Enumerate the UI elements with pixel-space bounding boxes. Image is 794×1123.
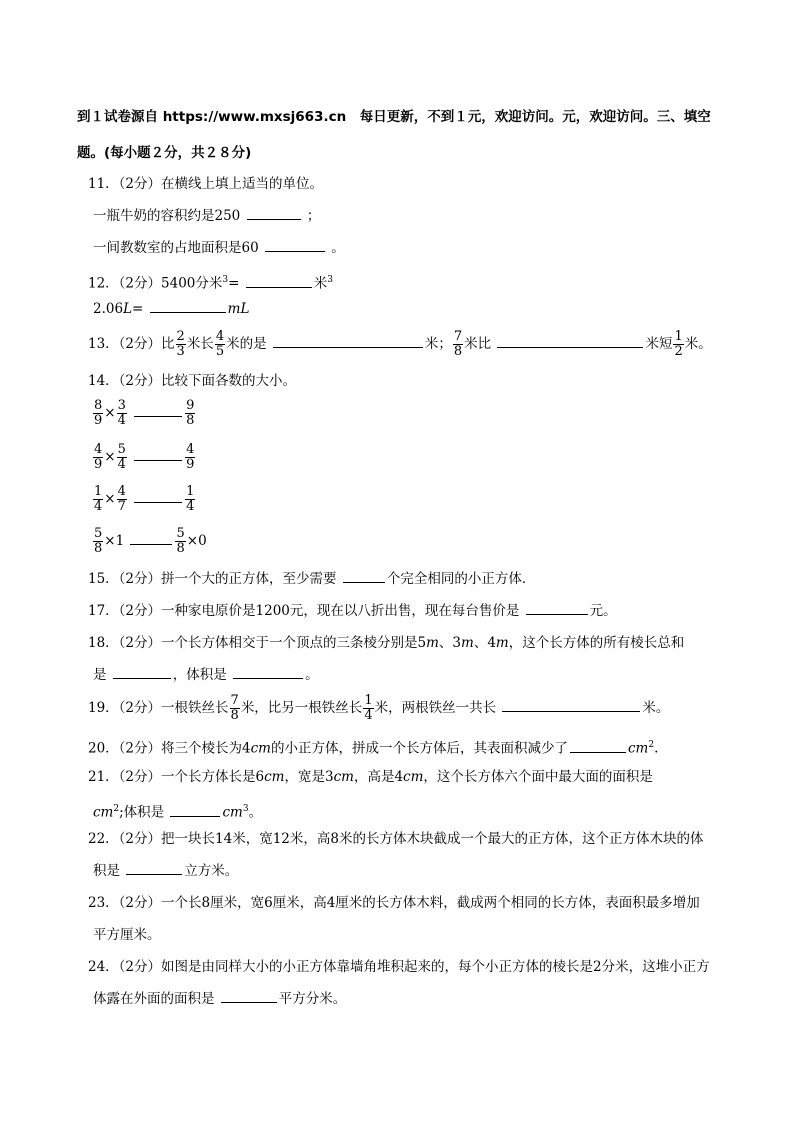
q13-t4: 米比 <box>464 336 492 352</box>
fraction <box>185 399 195 428</box>
q21-exp2: 2 <box>113 804 120 814</box>
answer-blank[interactable] <box>221 988 277 1003</box>
header-line-1: 到１试卷源自 https://www.mxsj663.cn 每日更新，不到１元，欢迎访问。元，欢迎访问。三、填空 <box>77 109 711 125</box>
fraction <box>93 485 103 514</box>
unit-m: m <box>461 635 474 651</box>
denominator: 4 <box>186 499 195 514</box>
unit-cm: cm <box>222 804 243 821</box>
question-21-a <box>88 766 653 788</box>
question-11-a <box>93 205 320 227</box>
answer-blank[interactable] <box>570 738 626 753</box>
times-zero: ×0 <box>186 533 207 549</box>
numerator: 5 <box>117 442 126 457</box>
answer-blank[interactable] <box>126 860 182 875</box>
answer-blank[interactable] <box>113 664 171 679</box>
fraction <box>93 399 103 428</box>
numerator: 7 <box>230 693 239 708</box>
q18-sep1: 、3 <box>438 635 462 651</box>
q19-t2: 米，两根铁丝一共长 <box>374 700 497 716</box>
fraction <box>230 694 240 723</box>
q21-end: 。 <box>248 804 263 821</box>
q19-t1: 米，比另一根铁丝长 <box>240 700 363 716</box>
q13-t2: 米的是 <box>226 336 267 352</box>
answer-blank[interactable] <box>343 568 385 583</box>
q20-text-b: 的小正方体，拼成一个长方体后，其表面积减少了 <box>270 740 568 757</box>
q12-b-mL: mL <box>227 301 250 317</box>
unit-m: m <box>426 635 439 651</box>
numerator: 1 <box>364 693 373 708</box>
question-20 <box>88 734 658 760</box>
q18-b1: 是 <box>93 667 107 683</box>
numerator: 1 <box>186 484 195 499</box>
q18-b3: 。 <box>305 667 319 683</box>
denominator: 2 <box>674 344 683 359</box>
q20-end: . <box>654 740 659 757</box>
numerator: 7 <box>453 329 463 344</box>
denominator: 8 <box>453 344 463 359</box>
q21-text-d: ，这个长方体六个面中最大面的面积是 <box>423 769 653 785</box>
question-21-b <box>93 798 262 824</box>
q13-t3: 米； <box>424 336 452 352</box>
question-24-a: 24．（2分）如图是由同样大小的小正方体靠墙角堆积起来的，每个小正方体的棱长是2分米，这堆小正方 <box>88 959 710 975</box>
denominator: 4 <box>117 413 126 428</box>
q13-head: 13．（2分）比 <box>88 336 175 352</box>
question-12-b <box>93 298 249 320</box>
question-18-b <box>93 664 319 686</box>
unit-cm: cm <box>333 769 354 785</box>
answer-blank[interactable] <box>233 664 303 679</box>
denominator: 9 <box>94 457 103 472</box>
fraction <box>176 330 186 359</box>
compare-row-3 <box>92 484 196 514</box>
fraction <box>453 330 463 359</box>
denominator: 7 <box>117 499 126 514</box>
q18-sep2: 、4 <box>473 635 496 651</box>
question-12-head <box>88 269 333 295</box>
fraction <box>175 527 185 556</box>
denominator: 4 <box>364 708 373 723</box>
fraction <box>93 443 103 472</box>
numerator: 1 <box>674 329 683 344</box>
q12-eq: = <box>228 275 240 292</box>
q22-b1: 积是 <box>93 863 120 879</box>
header-line-2: 题。(每小题２分，共２８分) <box>77 145 252 161</box>
q12-exp: 3 <box>222 275 229 285</box>
question-22-b <box>93 860 238 882</box>
q11-a-end: ； <box>306 208 321 224</box>
answer-blank[interactable] <box>130 526 172 545</box>
answer-blank[interactable] <box>134 442 182 461</box>
question-17 <box>88 600 617 622</box>
q17-text-end: 元。 <box>589 603 617 619</box>
answer-blank[interactable] <box>526 600 588 615</box>
unit-cm: cm <box>93 804 114 821</box>
numerator: 4 <box>186 442 195 457</box>
q13-t5: 米短 <box>645 336 673 352</box>
q24-b2: 平方分米。 <box>278 991 347 1007</box>
question-11-b <box>93 237 345 259</box>
q13-t6: 米。 <box>684 336 712 352</box>
q18-text-end: ，这个长方体的所有棱长总和 <box>508 635 685 651</box>
numerator: 2 <box>176 329 185 344</box>
q22-b2: 立方米。 <box>184 863 239 879</box>
unit-m: m <box>495 635 509 651</box>
fraction <box>215 330 225 359</box>
answer-blank[interactable] <box>497 333 643 348</box>
q21-text-b: ，宽是3 <box>284 769 334 785</box>
q17-text: 17．（2分）一种家电原价是1200元，现在以八折出售，现在每台售价是 <box>88 603 520 619</box>
q21-exp3: 3 <box>242 804 249 814</box>
question-15 <box>88 568 535 590</box>
denominator: 8 <box>176 541 185 556</box>
numerator: 9 <box>186 398 195 413</box>
fraction <box>185 443 195 472</box>
answer-blank[interactable] <box>265 237 325 252</box>
unit-cm: cm <box>250 740 271 757</box>
numerator: 3 <box>117 398 126 413</box>
numerator: 4 <box>215 329 225 344</box>
answer-blank[interactable] <box>170 802 220 817</box>
fraction <box>117 485 127 514</box>
fraction <box>117 399 127 428</box>
q12-b-eq: = <box>132 301 144 317</box>
q11-b-end: 。 <box>331 240 345 256</box>
unit-cm: cm <box>403 769 424 785</box>
fraction <box>185 485 195 514</box>
denominator: 3 <box>176 344 185 359</box>
fraction <box>363 694 373 723</box>
question-23-a: 23．（2分）一个长8厘米，宽6厘米，高4厘米的长方体木料，截成两个相同的长方体，表面积最多增加 <box>88 895 700 911</box>
q19-t3: 米。 <box>642 700 670 716</box>
denominator: 8 <box>186 413 195 428</box>
numerator: 4 <box>117 484 126 499</box>
numerator: 5 <box>94 526 103 541</box>
denominator: 8 <box>94 541 103 556</box>
denominator: 9 <box>94 413 103 428</box>
q18-b2: ，体积是 <box>172 667 227 683</box>
answer-blank[interactable] <box>502 697 640 712</box>
question-18-a <box>88 632 684 654</box>
times-sign: × <box>104 405 116 421</box>
q12-text: 12．（2分）5400分米 <box>88 275 223 292</box>
q12-b-L: L <box>123 301 133 317</box>
numerator: 1 <box>94 484 103 499</box>
q12-b-value: 2.06 <box>93 301 124 317</box>
denominator: 5 <box>215 344 225 359</box>
q18-text: 18．（2分）一个长方体相交于一个顶点的三条棱分别是5 <box>88 635 427 651</box>
times-sign: × <box>104 491 116 507</box>
fraction <box>93 527 103 556</box>
q24-b1: 体露在外面的面积是 <box>93 991 215 1007</box>
compare-row-4 <box>92 526 207 556</box>
q12-exp2: 3 <box>327 275 333 285</box>
question-24-b <box>93 988 346 1010</box>
q15-text-end: 个完全相同的小正方体． <box>386 571 536 587</box>
question-14-head: 14．（2分）比较下面各数的大小。 <box>88 373 297 389</box>
answer-blank[interactable] <box>247 205 301 220</box>
q15-text: 15．（2分）拼一个大的正方体，至少需要 <box>88 571 337 587</box>
q21-text-e: ;体积是 <box>119 804 165 821</box>
denominator: 9 <box>186 457 195 472</box>
compare-row-1 <box>92 398 196 428</box>
q12-unit: 米 <box>313 275 328 292</box>
denominator: 4 <box>117 457 126 472</box>
question-23-b: 平方厘米。 <box>93 927 161 943</box>
fraction <box>117 443 127 472</box>
question-19 <box>88 694 669 723</box>
q19-text: 19．（2分）一根铁丝长 <box>88 700 229 716</box>
times-sign: × <box>104 449 116 465</box>
answer-blank[interactable] <box>134 398 182 417</box>
numerator: 8 <box>94 398 103 413</box>
answer-blank[interactable] <box>150 298 226 313</box>
q20-text: 20．（2分）将三个棱长为4 <box>88 740 251 757</box>
q20-exp: 2 <box>648 740 655 750</box>
question-22-a: 22．（2分）把一块长14米，宽12米，高8米的长方体木块截成一个最大的正方体，这个正方体木块的体 <box>88 831 704 847</box>
answer-blank[interactable] <box>273 333 423 348</box>
q13-t1: 米长 <box>186 336 214 352</box>
q21-text: 21．（2分）一个长方体长是6 <box>88 769 265 785</box>
q11-b-text: 一间教数室的占地面积是60 <box>93 240 259 256</box>
question-11-head: 11．（2分）在横线上填上适当的单位。 <box>88 176 324 192</box>
answer-blank[interactable] <box>246 273 312 288</box>
question-13 <box>88 330 712 359</box>
unit-cm: cm <box>264 769 285 785</box>
q11-a-text: 一瓶牛奶的容积约是250 <box>93 208 241 224</box>
numerator: 5 <box>176 526 185 541</box>
compare-row-2 <box>92 442 196 472</box>
denominator: 8 <box>230 708 239 723</box>
times-one: ×1 <box>104 533 125 549</box>
unit-cm: cm <box>627 740 649 757</box>
denominator: 4 <box>94 499 103 514</box>
q21-text-c: ，高是4 <box>353 769 404 785</box>
fraction <box>673 330 683 359</box>
answer-blank[interactable] <box>134 484 182 503</box>
numerator: 4 <box>94 442 103 457</box>
